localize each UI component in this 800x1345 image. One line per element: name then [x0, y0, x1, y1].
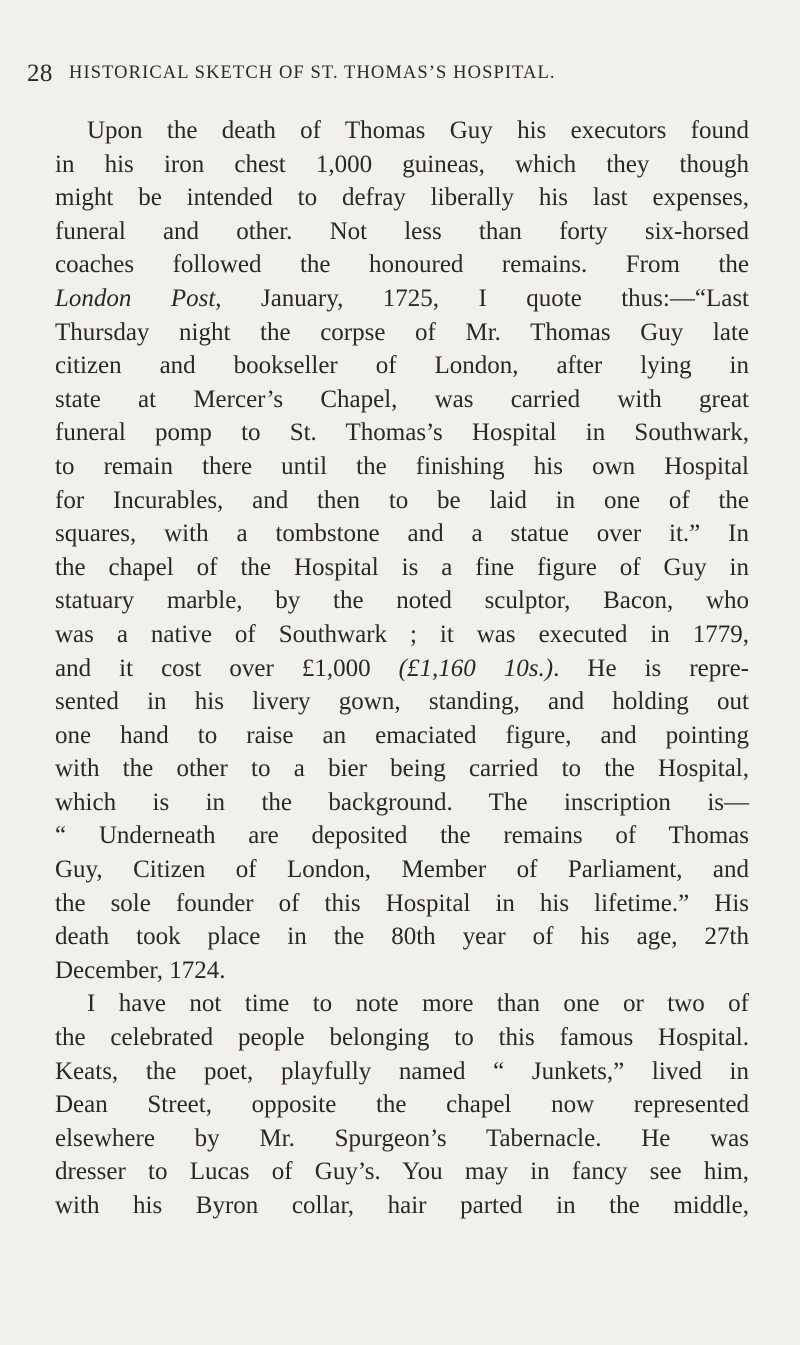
text-line: might be intended to defray liberally his last expenses,: [55, 184, 749, 212]
text-line: to remain there until the finishing his own Hospital: [55, 452, 749, 480]
running-head: [27, 60, 747, 94]
text-line: Dean Street, opposite the chapel now represented: [55, 1091, 749, 1119]
running-title: HISTORICAL SKETCH OF ST. THOMAS’S HOSPITAL.: [69, 63, 556, 83]
text-line: with his Byron collar, hair parted in the middle,: [55, 1192, 749, 1219]
text-line: in his iron chest 1,000 guineas, which they though: [55, 150, 749, 178]
body-text: [55, 114, 749, 1223]
text-line: death took place in the 80th year of his age, 27th: [55, 923, 749, 951]
text-line: funeral pomp to St. Thomas’s Hospital in Southwark,: [55, 419, 749, 447]
text-line: Keats, the poet, playfully named “ Junkets,” lived in: [55, 1057, 749, 1085]
text-line: Thursday night the corpse of Mr. Thomas Guy late: [55, 318, 749, 346]
page-number: 28: [27, 60, 53, 87]
text-line: December, 1724.: [55, 956, 226, 984]
text-line: the sole founder of this Hospital in his lifetime.” His: [55, 889, 749, 917]
text-line: with the other to a bier being carried to the Hospital,: [55, 755, 749, 783]
text-line: one hand to raise an emaciated figure, and pointing: [55, 721, 749, 749]
text-line: squares, with a tombstone and a statue over it.” In: [55, 520, 749, 548]
text-line: citizen and bookseller of London, after lying in: [55, 352, 749, 380]
text-line: and it cost over £1,000 (£1,160 10s.). He is repre-: [55, 654, 749, 682]
text-line: “ Underneath are deposited the remains of Thomas: [55, 822, 749, 850]
text-line: elsewhere by Mr. Spurgeon’s Tabernacle. He was: [55, 1124, 749, 1152]
text-line: which is in the background. The inscription is—: [55, 788, 749, 816]
text-line: Guy, Citizen of London, Member of Parliament, and: [55, 856, 749, 884]
text-line: state at Mercer’s Chapel, was carried with great: [55, 385, 749, 413]
text-line: I have not time to note more than one or two of: [87, 990, 749, 1018]
text-line: dresser to Lucas of Guy’s. You may in fancy see him,: [55, 1158, 749, 1186]
text-line: funeral and other. Not less than forty six-horsed: [55, 217, 749, 245]
text-line: the chapel of the Hospital is a fine figure of Guy in: [55, 553, 749, 581]
text-line: was a native of Southwark ; it was executed in 1779,: [55, 620, 749, 648]
text-line: Upon the death of Thomas Guy his executors found: [87, 117, 749, 144]
text-line: for Incurables, and then to be laid in one of the: [55, 486, 749, 514]
text-line: sented in his livery gown, standing, and holding out: [55, 688, 749, 716]
text-line: the celebrated people belonging to this famous Hospital.: [55, 1024, 749, 1052]
text-line: statuary marble, by the noted sculptor, Bacon, who: [55, 587, 749, 615]
text-line: coaches followed the honoured remains. From the: [55, 251, 749, 279]
text-line: London Post, January, 1725, I quote thus:—“Last: [55, 284, 749, 312]
